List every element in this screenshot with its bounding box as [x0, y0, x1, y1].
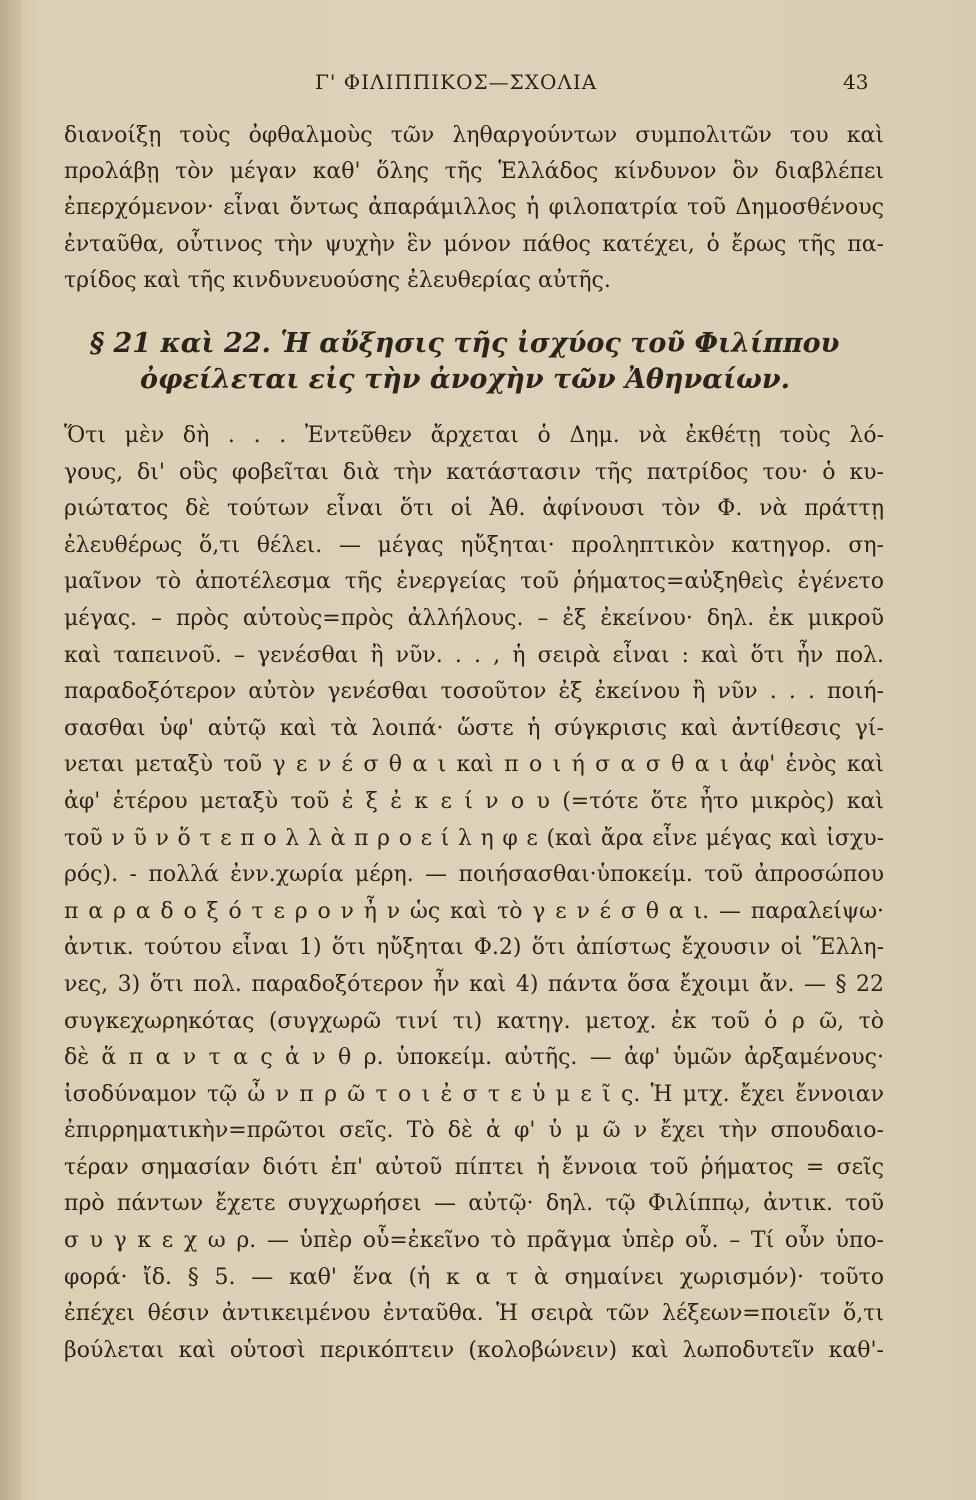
text-line: Ὅτι μὲν δὴ . . . Ἐντεῦθεν ἄρχεται ὁ Δημ. νὰ ἐκθέτῃ τοὺς λό-: [64, 423, 884, 448]
text-line: μαῖνον τὸ ἀποτέλεσμα τῆς ἐνεργείας τοῦ ῥήματος=αὐξηθεὶς ἐγένετο: [64, 569, 884, 595]
text-line: ἐπερχόμενον· εἶναι ὄντως ἀπαράμιλλος ἡ φιλοπατρία τοῦ Δημοσθένους: [64, 195, 884, 221]
running-head: [0, 70, 976, 100]
text-line: ριώτατος δὲ τούτων εἶναι ὅτι οἱ Ἀθ. ἀφίνουσι τὸν Φ. νὰ πράττῃ: [64, 496, 884, 522]
text-line: ἐλευθέρως ὅ,τι θέλει. — μέγας ηὔξηται· προληπτικὸν κατηγορ. ση-: [64, 532, 884, 558]
text-line: νες, 3) ὅτι πολ. παραδοξότερον ἦν καὶ 4) πάντα ὅσα ἔχοιμι ἄν. — § 22: [64, 971, 884, 997]
text-line: παραδοξότερον αὐτὸν γενέσθαι τοσοῦτον ἐξ ἐκείνου ἢ νῦν . . . ποιή-: [64, 679, 884, 705]
text-line: προλάβῃ τὸν μέγαν καθ' ὅλης τῆς Ἑλλάδος κίνδυνον ὃν διαβλέπει: [64, 159, 884, 185]
text-line: σ υ γ κ ε χ ω ρ. — ὑπὲρ οὗ=ἐκεῖνο τὸ πρᾶγμα ὑπὲρ οὗ. – Τί οὖν ὑπο-: [64, 1228, 884, 1254]
text-line: δὲ ἅ π α ν τ α ς ἀ ν θ ρ. ὑποκείμ. αὐτῆς. — ἀφ' ὑμῶν ἀρξαμένους·: [64, 1045, 884, 1071]
text-line: γους, δι' οὓς φοβεῖται διὰ τὴν κατάστασιν τῆς πατρίδος του· ὁ κυ-: [64, 459, 884, 485]
text-line: νεται μεταξὺ τοῦ γ ε ν έ σ θ α ι καὶ π ο ι ή σ α σ θ α ι ἀφ' ἑνὸς καὶ: [64, 752, 884, 778]
text-line: φορά· ἴδ. § 5. — καθ' ἕνα (ἡ κ α τ ὰ σημαίνει χωρισμόν)· τοῦτο: [64, 1264, 884, 1290]
text-line: ρός). - πολλά ἐνν.χωρία μέρη. — ποιήσασθαι·ὑποκείμ. τοῦ ἀπροσώπου: [64, 862, 884, 888]
page-number: 43: [843, 70, 869, 94]
paragraph-1: [64, 118, 884, 299]
page-gutter: [0, 0, 22, 1500]
section-heading-line-2: ὀφείλεται εἰς τὴν ἀνοχὴν τῶν Ἀθηναίων.: [140, 364, 790, 395]
text-line: π α ρ α δ ο ξ ό τ ε ρ ο ν ἦ ν ὡς καὶ τὸ γ ε ν έ σ θ α ι. — παραλείψω·: [64, 898, 884, 924]
text-line: σασθαι ὑφ' αὑτῷ καὶ τὰ λοιπά· ὥστε ἡ σύγκρισις καὶ ἀντίθεσις γί-: [64, 715, 884, 741]
text-line: ἀφ' ἑτέρου μεταξὺ τοῦ ἐ ξ ἐ κ ε ί ν ο υ (=τότε ὅτε ἦτο μικρὸς) καὶ: [64, 788, 884, 814]
text-line: διανοίξῃ τοὺς ὀφθαλμοὺς τῶν ληθαργούντων συμπολιτῶν του καὶ: [64, 123, 884, 148]
section-heading-line-1: § 21 καὶ 22. Ἡ αὔξησις τῆς ἰσχύος τοῦ Φιλίππου: [90, 328, 840, 359]
running-title: Γ' ΦΙΛΙΠΠΙΚΟΣ—ΣΧΟΛΙΑ: [315, 70, 598, 94]
text-line: πρὸ πάντων ἔχετε συγχωρήσει — αὐτῷ· δηλ. τῷ Φιλίππῳ, ἀντικ. τοῦ: [64, 1191, 884, 1217]
text-line: μέγας. – πρὸς αὑτοὺς=πρὸς ἀλλήλους. – ἐξ ἐκείνου· δηλ. ἐκ μικροῦ: [64, 605, 884, 631]
paragraph-2: [64, 418, 884, 1369]
text-line: βούλεται καὶ οὑτοσὶ περικόπτειν (κολοβώνειν) καὶ λωποδυτεῖν καθ'-: [64, 1337, 884, 1363]
text-line: ἰσοδύναμον τῷ ὦ ν π ρ ῶ τ ο ι ἐ σ τ ε ὑ μ ε ῖ ς. Ἡ μτχ. ἔχει ἔννοιαν: [64, 1081, 884, 1107]
text-line: συγκεχωρηκότας (συγχωρῶ τινί τι) κατηγ. μετοχ. ἐκ τοῦ ὁ ρ ῶ, τὸ: [64, 1008, 884, 1034]
text-line: τοῦ ν ῦ ν ὅ τ ε π ο λ λ ὰ π ρ ο ε ί λ η φ ε (καὶ ἄρα εἶνε μέγας καὶ ἰσχυ-: [64, 825, 884, 851]
section-heading: [90, 326, 870, 398]
text-line: τέραν σημασίαν διότι ἐπ' αὐτοῦ πίπτει ἡ ἔννοια τοῦ ῥήματος = σεῖς: [64, 1154, 884, 1180]
text-line: καὶ ταπεινοῦ. – γενέσθαι ἢ νῦν. . . , ἡ σειρὰ εἶναι : καὶ ὅτι ἦν πολ.: [64, 642, 884, 668]
text-line: ἀντικ. τούτου εἶναι 1) ὅτι ηὔξηται Φ.2) ὅτι ἀπίστως ἔχουσιν οἱ Ἕλλη-: [64, 935, 884, 961]
text-line: ἐνταῦθα, οὗτινος τὴν ψυχὴν ἓν μόνον πάθος κατέχει, ὁ ἔρως τῆς πα-: [64, 231, 884, 257]
text-line: ἐπέχει θέσιν ἀντικειμένου ἐνταῦθα. Ἡ σειρὰ τῶν λέξεων=ποιεῖν ὅ,τι: [64, 1301, 884, 1327]
text-line: τρίδος καὶ τῆς κινδυνευούσης ἐλευθερίας αὐτῆς.: [64, 267, 611, 293]
text-line: ἐπιρρηματικὴν=πρῶτοι σεῖς. Τὸ δὲ ἀ φ' ὑ μ ῶ ν ἔχει τὴν σπουδαιο-: [64, 1118, 884, 1144]
